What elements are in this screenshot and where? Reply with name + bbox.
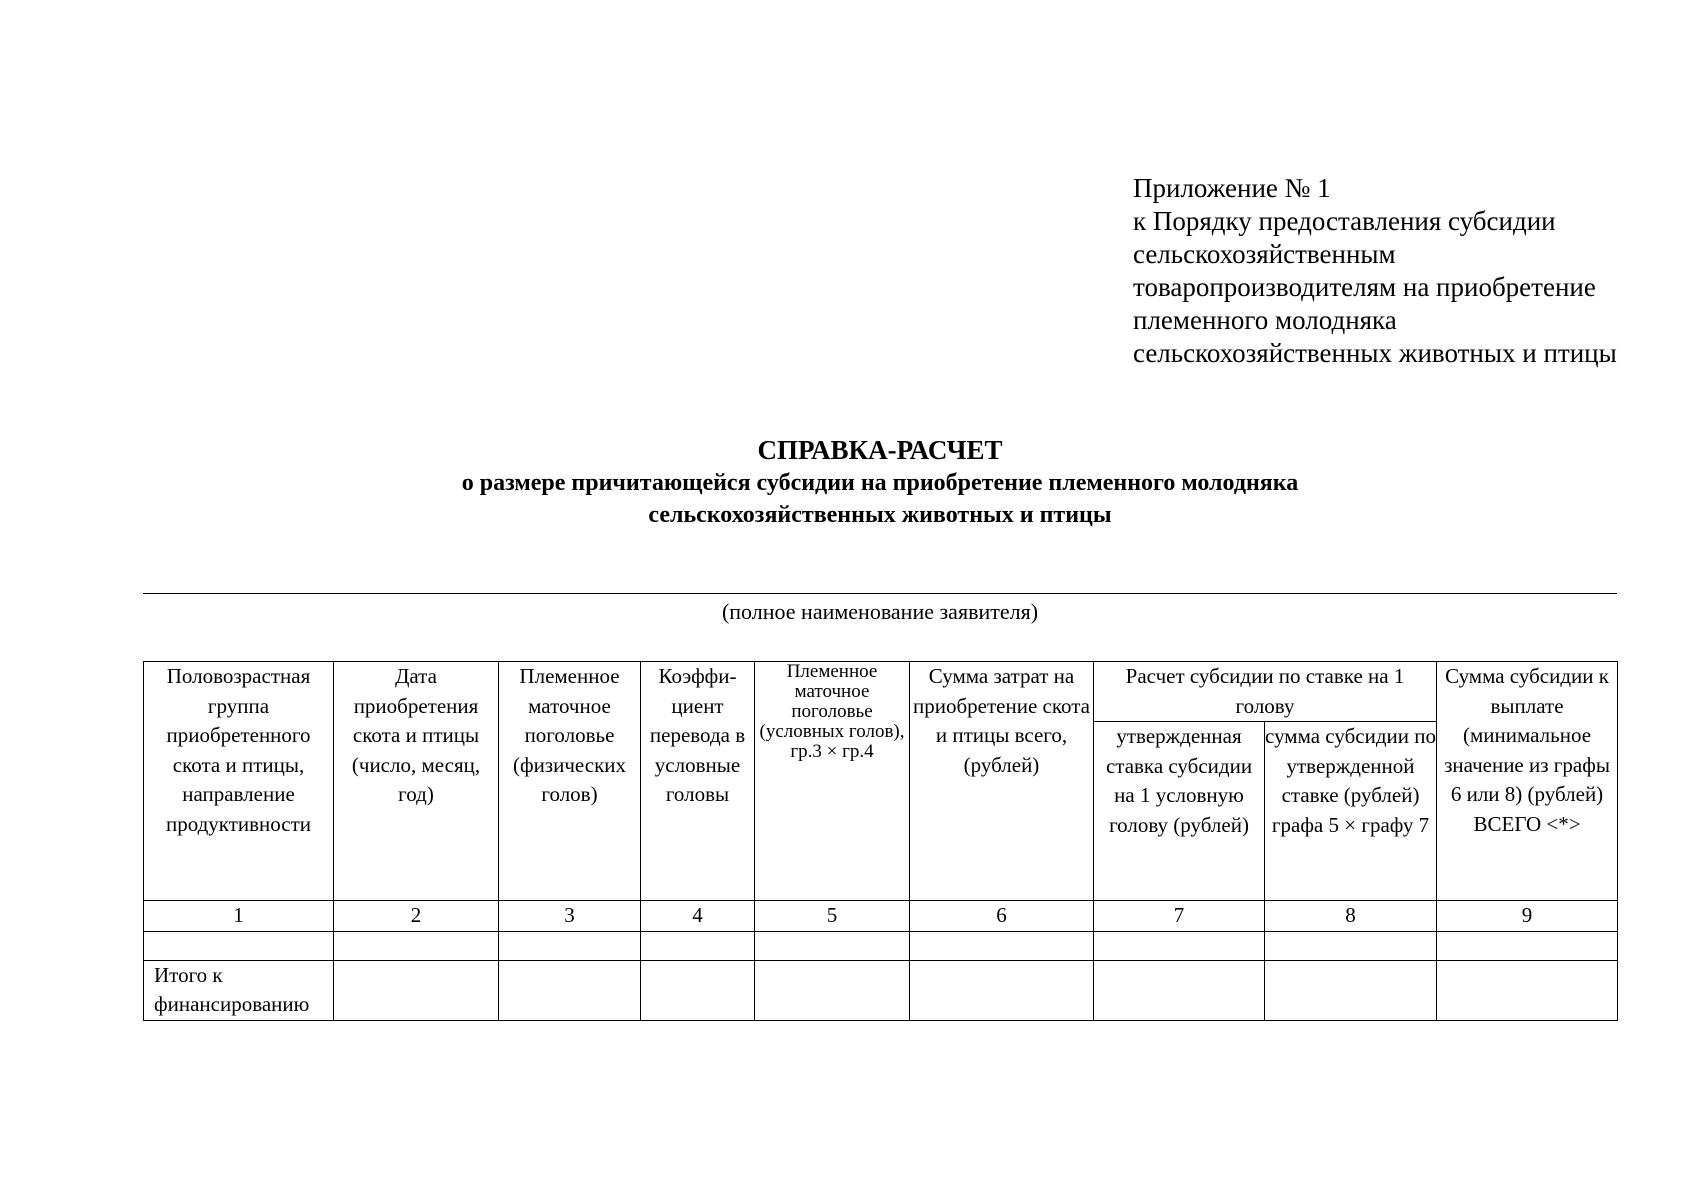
calculation-table (143, 661, 1618, 1021)
title-sub-line-1: о размере причитающейся субсидии на приобретение племенного молодняка (461, 470, 1299, 496)
total-cell[interactable] (499, 960, 641, 1020)
header-col-1: Половозрастная группа приобретенного скота и птицы, направление продуктивности (144, 662, 334, 901)
applicant-name-line[interactable] (143, 593, 1617, 594)
header-col-2: Дата приобретения скота и птицы (число, месяц, год) (334, 662, 499, 901)
column-number: 5 (755, 901, 910, 932)
header-col-3: Племенное маточное поголовье (физических голов) (499, 662, 641, 901)
appendix-line: к Порядку предоставления субсидии (1133, 206, 1556, 236)
total-cell[interactable] (910, 960, 1094, 1020)
header-col-8: сумма субсидии по утвержденной ставке (рублей) графа 5 × графу 7 (1265, 722, 1437, 901)
appendix-block (1133, 172, 1673, 370)
table-cell[interactable] (1437, 931, 1618, 960)
header-col-9: Сумма субсидии к выплате (минимальное значение из графы 6 или 8) (рублей) ВСЕГО <*> (1437, 662, 1618, 901)
header-col-6: Сумма затрат на приобретение скота и птицы всего, (рублей) (910, 662, 1094, 901)
column-number: 3 (499, 901, 641, 932)
total-cell[interactable] (1265, 960, 1437, 1020)
column-number: 1 (144, 901, 334, 932)
header-col-4: Коэффи-циент перевода в условные головы (641, 662, 755, 901)
appendix-line: товаропроизводителям на приобретение (1133, 272, 1596, 302)
document-title (0, 433, 1697, 531)
appendix-line: сельскохозяйственным (1133, 239, 1396, 269)
applicant-caption: (полное наименование заявителя) (721, 599, 1039, 624)
table-cell[interactable] (144, 931, 334, 960)
appendix-line: Приложение № 1 (1133, 173, 1331, 203)
column-number: 7 (1094, 901, 1265, 932)
column-number: 4 (641, 901, 755, 932)
appendix-line: сельскохозяйственных животных и птицы (1133, 338, 1617, 368)
header-col-7: утвержденная ставка субсидии на 1 условную голову (рублей) (1094, 722, 1265, 901)
table-row (144, 931, 1618, 960)
total-cell[interactable] (1094, 960, 1265, 1020)
table-cell[interactable] (334, 931, 499, 960)
table-cell[interactable] (641, 931, 755, 960)
table-cell[interactable] (499, 931, 641, 960)
column-number-row (144, 901, 1618, 932)
table-cell[interactable] (910, 931, 1094, 960)
total-cell[interactable] (755, 960, 910, 1020)
column-number: 2 (334, 901, 499, 932)
column-number: 8 (1265, 901, 1437, 932)
header-col-5: Племенное маточное поголовье (условных голов), гр.3 × гр.4 (755, 662, 910, 901)
header-group-7-8: Расчет субсидии по ставке на 1 голову (1094, 662, 1437, 722)
total-label: Итого к финансированию (144, 960, 334, 1020)
total-cell[interactable] (641, 960, 755, 1020)
table-cell[interactable] (755, 931, 910, 960)
column-number: 6 (910, 901, 1094, 932)
appendix-line: племенного молодняка (1133, 305, 1397, 335)
total-row (144, 960, 1618, 1020)
title-sub-line-2: сельскохозяйственных животных и птицы (648, 502, 1112, 528)
title-main: СПРАВКА-РАСЧЕТ (757, 435, 1003, 465)
header-row (144, 662, 1618, 722)
table-cell[interactable] (1094, 931, 1265, 960)
column-number: 9 (1437, 901, 1618, 932)
total-cell[interactable] (334, 960, 499, 1020)
total-cell[interactable] (1437, 960, 1618, 1020)
table-cell[interactable] (1265, 931, 1437, 960)
